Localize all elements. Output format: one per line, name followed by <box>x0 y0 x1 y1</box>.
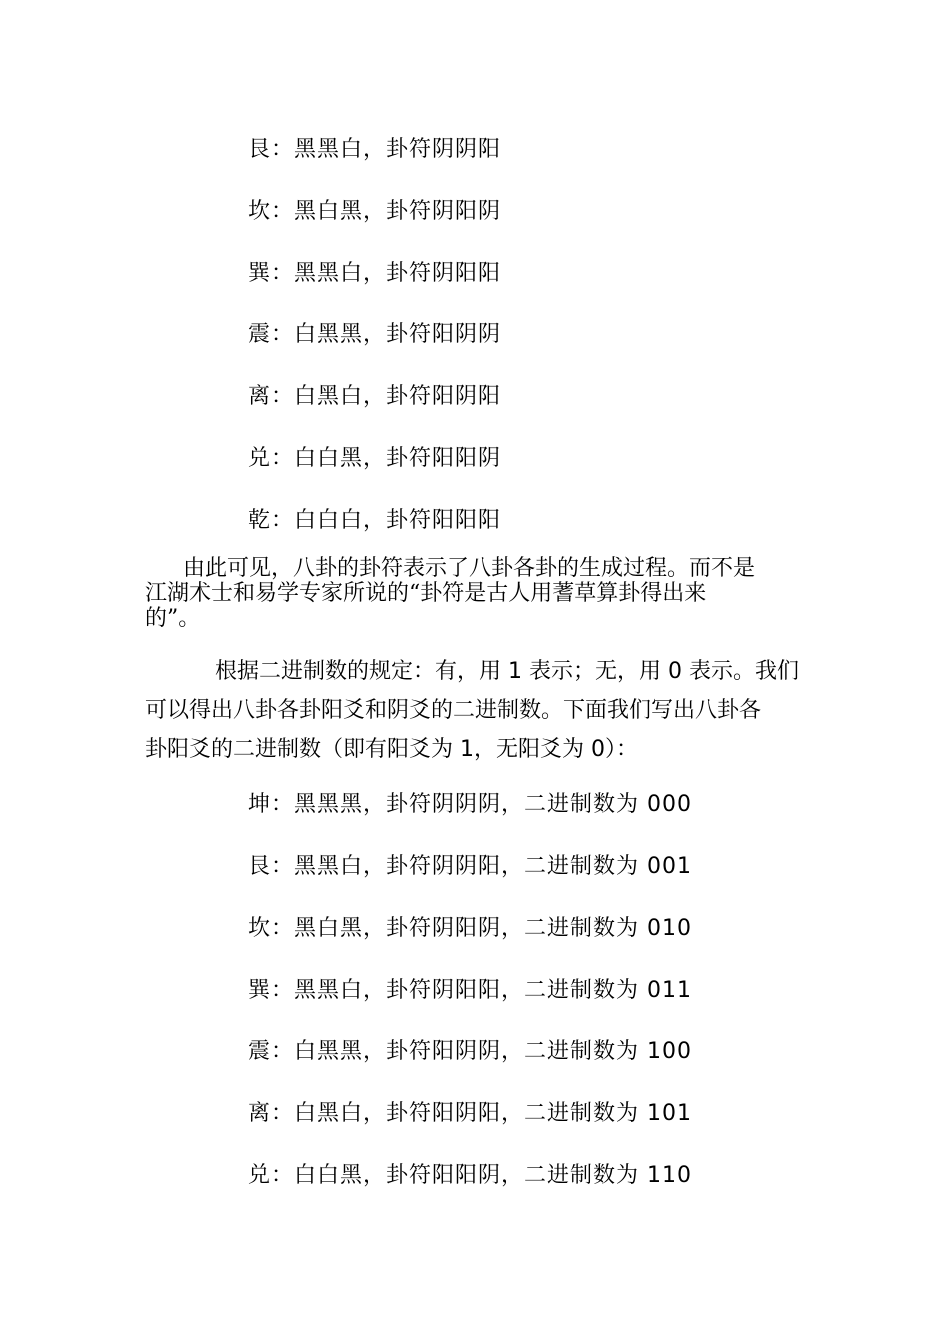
paragraph-line: 可以得出八卦各卦阳爻和阴爻的二进制数。下面我们写出八卦各 <box>145 698 762 723</box>
binary-line-dui: 兑：白白黑，卦符阳阳阴，二进制数为 110 <box>248 1163 692 1188</box>
paragraph-line: 的”。 <box>145 606 201 631</box>
paragraph-line: 卦阳爻的二进制数（即有阳爻为 1，无阳爻为 0）： <box>145 737 638 762</box>
trigram-line-li: 离：白黑白，卦符阳阴阳 <box>248 384 502 409</box>
trigram-line-qian: 乾：白白白，卦符阳阳阳 <box>248 508 502 533</box>
trigram-line-kan: 坎：黑白黑，卦符阴阳阴 <box>248 199 502 224</box>
binary-line-gen: 艮：黑黑白，卦符阴阴阳，二进制数为 001 <box>248 854 692 879</box>
paragraph-conclusion <box>145 556 807 631</box>
binary-line-kan: 坎：黑白黑，卦符阴阳阴，二进制数为 010 <box>248 916 692 941</box>
binary-line-kun: 坤：黑黑黑，卦符阴阴阴，二进制数为 000 <box>248 792 692 817</box>
binary-line-li: 离：白黑白，卦符阳阴阳，二进制数为 101 <box>248 1101 692 1126</box>
binary-line-xun: 巽：黑黑白，卦符阴阳阳，二进制数为 011 <box>248 978 692 1003</box>
paragraph-line: 由此可见，八卦的卦符表示了八卦各卦的生成过程。而不是 <box>183 556 756 581</box>
binary-line-zhen: 震：白黑黑，卦符阳阴阴，二进制数为 100 <box>248 1039 692 1064</box>
trigram-line-xun: 巽：黑黑白，卦符阴阳阳 <box>248 261 502 286</box>
trigram-line-zhen: 震：白黑黑，卦符阳阴阴 <box>248 322 502 347</box>
paragraph-binary-rule <box>145 652 807 769</box>
trigram-line-gen: 艮：黑黑白，卦符阴阴阳 <box>248 137 502 162</box>
trigram-line-dui: 兑：白白黑，卦符阳阳阴 <box>248 446 502 471</box>
paragraph-line: 根据二进制数的规定：有，用 1 表示；无，用 0 表示。我们 <box>215 659 799 684</box>
paragraph-line: 江湖术士和易学专家所说的“卦符是古人用蓍草算卦得出来 <box>145 581 707 606</box>
